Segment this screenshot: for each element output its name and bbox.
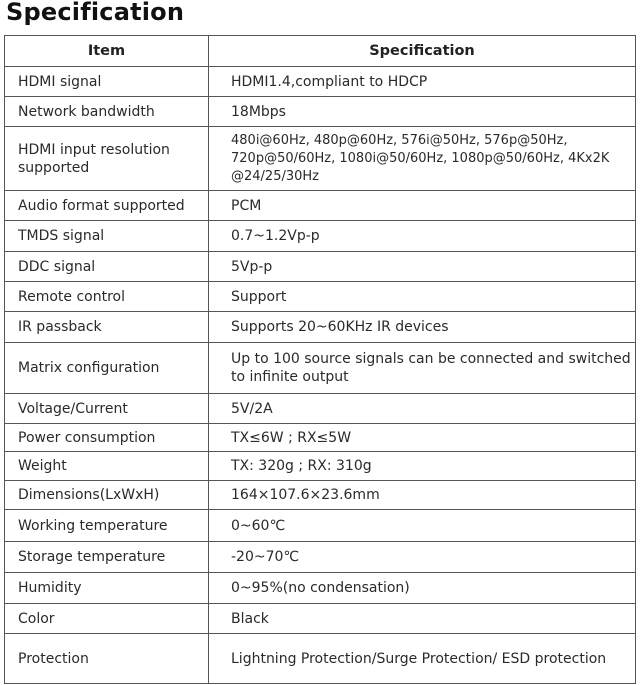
header-item: Item xyxy=(5,36,209,67)
spec-cell: 164×107.6×23.6mm xyxy=(209,481,636,510)
page-title: Specification xyxy=(6,0,185,26)
item-cell: DDC signal xyxy=(5,252,209,282)
item-cell: Power consumption xyxy=(5,424,209,452)
table-row xyxy=(5,312,636,343)
item-cell: Humidity xyxy=(5,573,209,604)
spec-cell: TX: 320g ; RX: 310g xyxy=(209,452,636,481)
item-cell: Remote control xyxy=(5,282,209,312)
header-specification: Specification xyxy=(209,36,636,67)
table-row xyxy=(5,252,636,282)
table-row xyxy=(5,510,636,542)
table-row xyxy=(5,424,636,452)
spec-cell: 5V/2A xyxy=(209,394,636,424)
table-row xyxy=(5,604,636,634)
table-row xyxy=(5,481,636,510)
spec-cell: 0~95%(no condensation) xyxy=(209,573,636,604)
table-header-row xyxy=(5,36,636,67)
item-cell: Color xyxy=(5,604,209,634)
table-row xyxy=(5,573,636,604)
table-row xyxy=(5,634,636,684)
table-row xyxy=(5,282,636,312)
spec-cell: 0~60℃ xyxy=(209,510,636,542)
table-row xyxy=(5,97,636,127)
table-row xyxy=(5,394,636,424)
item-cell: Audio format supported xyxy=(5,191,209,221)
spec-cell: PCM xyxy=(209,191,636,221)
table-row xyxy=(5,343,636,394)
spec-cell: 18Mbps xyxy=(209,97,636,127)
item-cell: IR passback xyxy=(5,312,209,343)
item-cell: Voltage/Current xyxy=(5,394,209,424)
table-row xyxy=(5,67,636,97)
table-row xyxy=(5,221,636,252)
spec-cell: Supports 20~60KHz IR devices xyxy=(209,312,636,343)
item-cell: Protection xyxy=(5,634,209,684)
spec-cell: 5Vp-p xyxy=(209,252,636,282)
spec-cell: Support xyxy=(209,282,636,312)
table-row xyxy=(5,452,636,481)
spec-cell: Up to 100 source signals can be connected and switched to infinite output xyxy=(209,343,636,394)
spec-cell: HDMI1.4,compliant to HDCP xyxy=(209,67,636,97)
spec-cell: TX≤6W ; RX≤5W xyxy=(209,424,636,452)
table-row xyxy=(5,191,636,221)
item-cell: TMDS signal xyxy=(5,221,209,252)
item-cell: HDMI input resolution supported xyxy=(5,127,209,191)
spec-cell: Black xyxy=(209,604,636,634)
item-cell: Dimensions(LxWxH) xyxy=(5,481,209,510)
spec-cell: 0.7~1.2Vp-p xyxy=(209,221,636,252)
spec-cell: Lightning Protection/Surge Protection/ ESD protection xyxy=(209,634,636,684)
spec-cell: 480i@60Hz, 480p@60Hz, 576i@50Hz, 576p@50Hz, 720p@50/60Hz, 1080i@50/60Hz, 1080p@50/60Hz, 4Kx2K @24/25/30Hz xyxy=(209,127,636,191)
item-cell: HDMI signal xyxy=(5,67,209,97)
table-row xyxy=(5,542,636,573)
item-cell: Weight xyxy=(5,452,209,481)
item-cell: Working temperature xyxy=(5,510,209,542)
item-cell: Network bandwidth xyxy=(5,97,209,127)
specification-table xyxy=(4,35,636,684)
item-cell: Matrix configuration xyxy=(5,343,209,394)
spec-cell: -20~70℃ xyxy=(209,542,636,573)
table-row xyxy=(5,127,636,191)
item-cell: Storage temperature xyxy=(5,542,209,573)
